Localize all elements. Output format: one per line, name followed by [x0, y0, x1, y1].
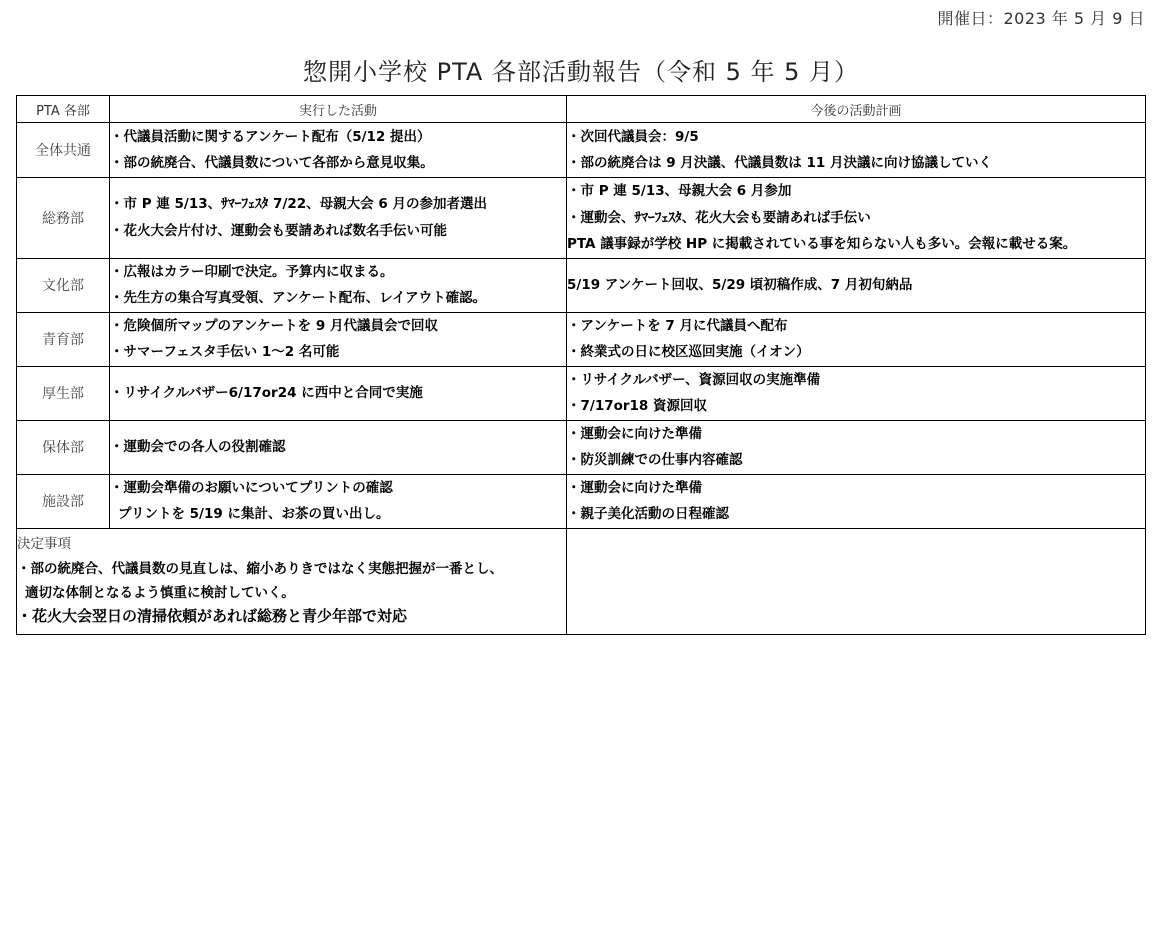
decisions-cell: [17, 528, 567, 634]
table-row: [17, 258, 1146, 312]
table-row: [17, 420, 1146, 474]
done-item: ・危険個所マップのアンケートを 9 月代議員会で回収: [110, 317, 438, 334]
decision-item-continued: 適切な体制となるよう慎重に検討していく。: [25, 585, 295, 601]
decision-item: ・部の統廃合、代議員数の見直しは、縮小ありきではなく実態把握が一番とし、: [17, 561, 503, 577]
plan-cell: [567, 258, 1146, 312]
plan-item: PTA 議事録が学校 HP に掲載されている事を知らない人も多い。会報に載せる案。: [567, 236, 1077, 252]
done-item: ・運動会での各人の役割確認: [110, 438, 286, 455]
done-cell: [110, 366, 567, 420]
done-cell: [110, 312, 567, 366]
plan-cell: [567, 312, 1146, 366]
done-cell: [110, 178, 567, 259]
plan-cell: [567, 474, 1146, 528]
page-title: 惣開小学校 PTA 各部活動報告（令和 5 年 5 月）: [303, 58, 859, 86]
meeting-date: 開催日：2023 年 5 月 9 日: [937, 9, 1145, 28]
dept-name: 保体部: [17, 420, 110, 474]
done-item: ・先生方の集合写真受領、アンケート配布、レイアウト確認。: [110, 290, 487, 306]
dept-name: 文化部: [17, 258, 110, 312]
done-cell: [110, 258, 567, 312]
plan-item: ・親子美化活動の日程確認: [567, 506, 729, 522]
done-item: プリントを 5/19 に集計、お茶の買い出し。: [118, 506, 390, 522]
dept-name: 厚生部: [17, 366, 110, 420]
plan-item: ・市 P 連 5/13、母親大会 6 月参加: [567, 183, 792, 199]
decisions-empty-cell: [567, 528, 1146, 634]
table-row: [17, 474, 1146, 528]
decisions-heading: 決定事項: [17, 536, 71, 552]
plan-item: ・防災訓練での仕事内容確認: [567, 452, 743, 468]
table-row: [17, 366, 1146, 420]
plan-item: ・リサイクルバザー、資源回収の実施準備: [567, 371, 821, 388]
done-item: ・運動会準備のお願いについてプリントの確認: [110, 479, 393, 496]
plan-item: 5/19 アンケート回収、5/29 頃初稿作成、7 月初旬納品: [567, 276, 913, 293]
done-cell: [110, 474, 567, 528]
table-row: [17, 178, 1146, 259]
dept-name: 青育部: [17, 312, 110, 366]
column-header-dept: PTA 各部: [17, 96, 110, 123]
dept-name: 施設部: [17, 474, 110, 528]
plan-item: ・運動会に向けた準備: [567, 425, 702, 442]
plan-item: ・次回代議員会：9/5: [567, 128, 699, 145]
column-header-plan: 今後の活動計画: [567, 96, 1146, 123]
dept-name: 全体共通: [17, 123, 110, 178]
plan-item: ・7/17or18 資源回収: [567, 398, 708, 414]
decisions-row: [17, 528, 1146, 634]
done-item: ・市 P 連 5/13、ｻﾏｰﾌｪｽﾀ 7/22、母親大会 6 月の参加者選出: [110, 196, 487, 213]
table-row: [17, 312, 1146, 366]
done-item: ・花火大会片付け、運動会も要請あれば数名手伝い可能: [110, 222, 447, 239]
done-item: ・リサイクルバザー6/17or24 に西中と合同で実施: [110, 384, 423, 401]
table-header-row: [17, 96, 1146, 123]
column-header-done: 実行した活動: [110, 96, 567, 123]
dept-name: 総務部: [17, 178, 110, 259]
done-item: ・代議員活動に関するアンケート配布（5/12 提出）: [110, 128, 431, 145]
table-row: [17, 123, 1146, 178]
plan-cell: [567, 123, 1146, 178]
done-item: ・広報はカラー印刷で決定。予算内に収まる。: [110, 263, 394, 280]
plan-cell: [567, 178, 1146, 259]
plan-item: ・運動会に向けた準備: [567, 479, 702, 496]
done-cell: [110, 420, 567, 474]
plan-cell: [567, 366, 1146, 420]
plan-cell: [567, 420, 1146, 474]
activity-report-table: [16, 95, 1146, 635]
decision-item: ・花火大会翌日の清掃依頼があれば総務と青少年部で対応: [17, 607, 408, 625]
done-item: ・部の統廃合、代議員数について各部から意見収集。: [110, 155, 434, 171]
done-item: ・サマーフェスタ手伝い 1～2 名可能: [110, 344, 340, 360]
plan-item: ・終業式の日に校区巡回実施（イオン）: [567, 344, 810, 360]
plan-item: ・アンケートを 7 月に代議員へ配布: [567, 317, 788, 334]
done-cell: [110, 123, 567, 178]
plan-item: ・運動会、ｻﾏｰﾌｪｽﾀ、花火大会も要請あれば手伝い: [567, 209, 871, 226]
plan-item: ・部の統廃合は 9 月決議、代議員数は 11 月決議に向け協議していく: [567, 155, 992, 171]
